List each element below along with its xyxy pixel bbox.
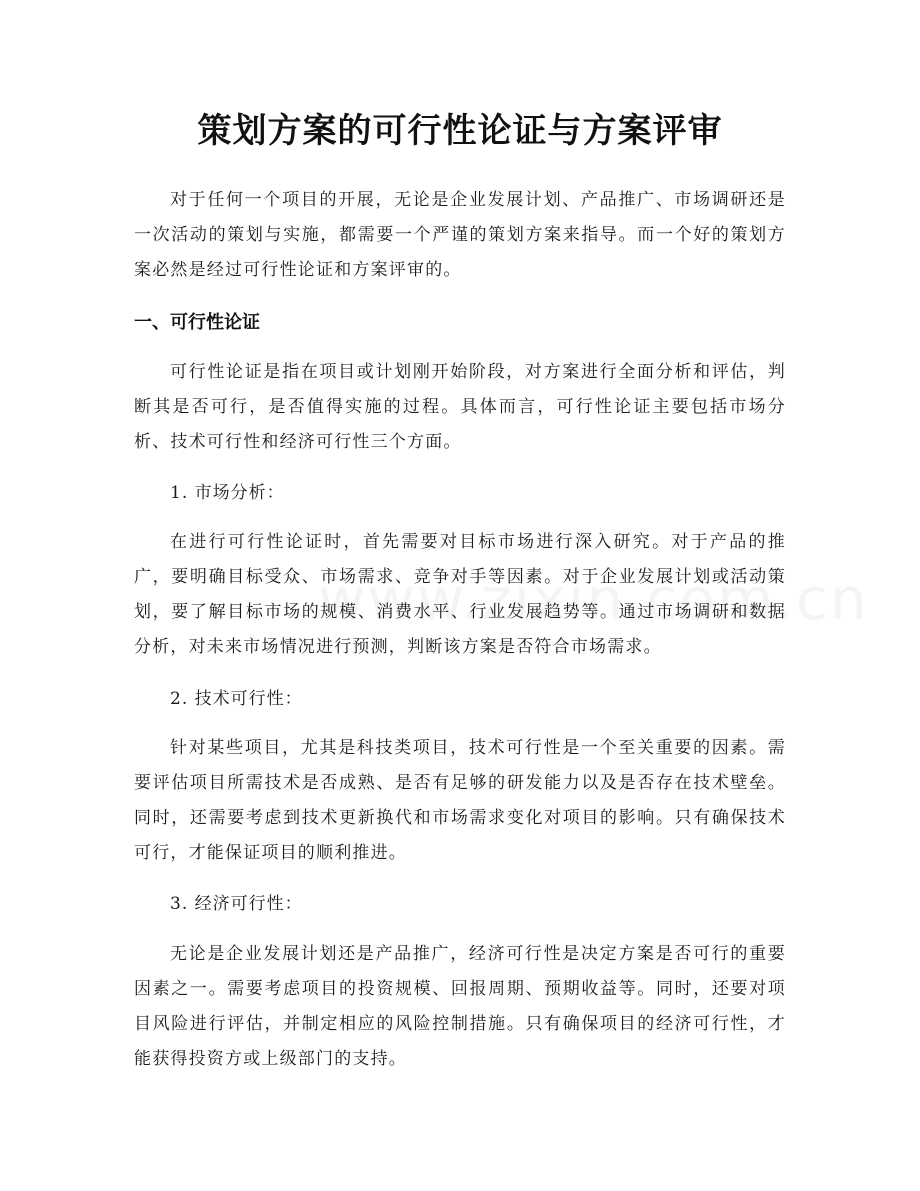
page-title: 策划方案的可行性论证与方案评审 xyxy=(197,111,723,151)
paragraph-technical-feasibility: 针对某些项目，尤其是科技类项目，技术可行性是一个至关重要的因素。需要评估项目所需技术是否成熟、是否有足够的研发能力以及是否存在技术壁垒。同时，还需要考虑到技术更新换代和市场需求变化对项目的影响。只有确保技术可行，才能保证项目的顺利推进。 xyxy=(134,738,786,863)
subheading-economic-feasibility: 3. 经济可行性： xyxy=(170,894,303,914)
intro-paragraph: 对于任何一个项目的开展，无论是企业发展计划、产品推广、市场调研还是一次活动的策划与实施，都需要一个严谨的策划方案来指导。而一个好的策划方案必然是经过可行性论证和方案评审的。 xyxy=(134,190,786,280)
section-intro-paragraph: 可行性论证是指在项目或计划刚开始阶段，对方案进行全面分析和评估，判断其是否可行，是否值得实施的过程。具体而言，可行性论证主要包括市场分析、技术可行性和经济可行性三个方面。 xyxy=(134,362,786,452)
paragraph-market-analysis: 在进行可行性论证时，首先需要对目标市场进行深入研究。对于产品的推广，要明确目标受众、市场需求、竞争对手等因素。对于企业发展计划或活动策划，要了解目标市场的规模、消费水平、行业发展趋势等。通过市场调研和数据分析，对未来市场情况进行预测，判断该方案是否符合市场需求。 xyxy=(134,532,786,657)
section-heading: 一、可行性论证 xyxy=(134,312,260,333)
paragraph-economic-feasibility: 无论是企业发展计划还是产品推广，经济可行性是决定方案是否可行的重要因素之一。需要考虑项目的投资规模、回报周期、预期收益等。同时，还要对项目风险进行评估，并制定相应的风险控制措施。只有确保项目的经济可行性，才能获得投资方或上级部门的支持。 xyxy=(134,944,786,1069)
subheading-technical-feasibility: 2. 技术可行性： xyxy=(170,689,303,709)
subheading-market-analysis: 1. 市场分析： xyxy=(170,483,285,503)
